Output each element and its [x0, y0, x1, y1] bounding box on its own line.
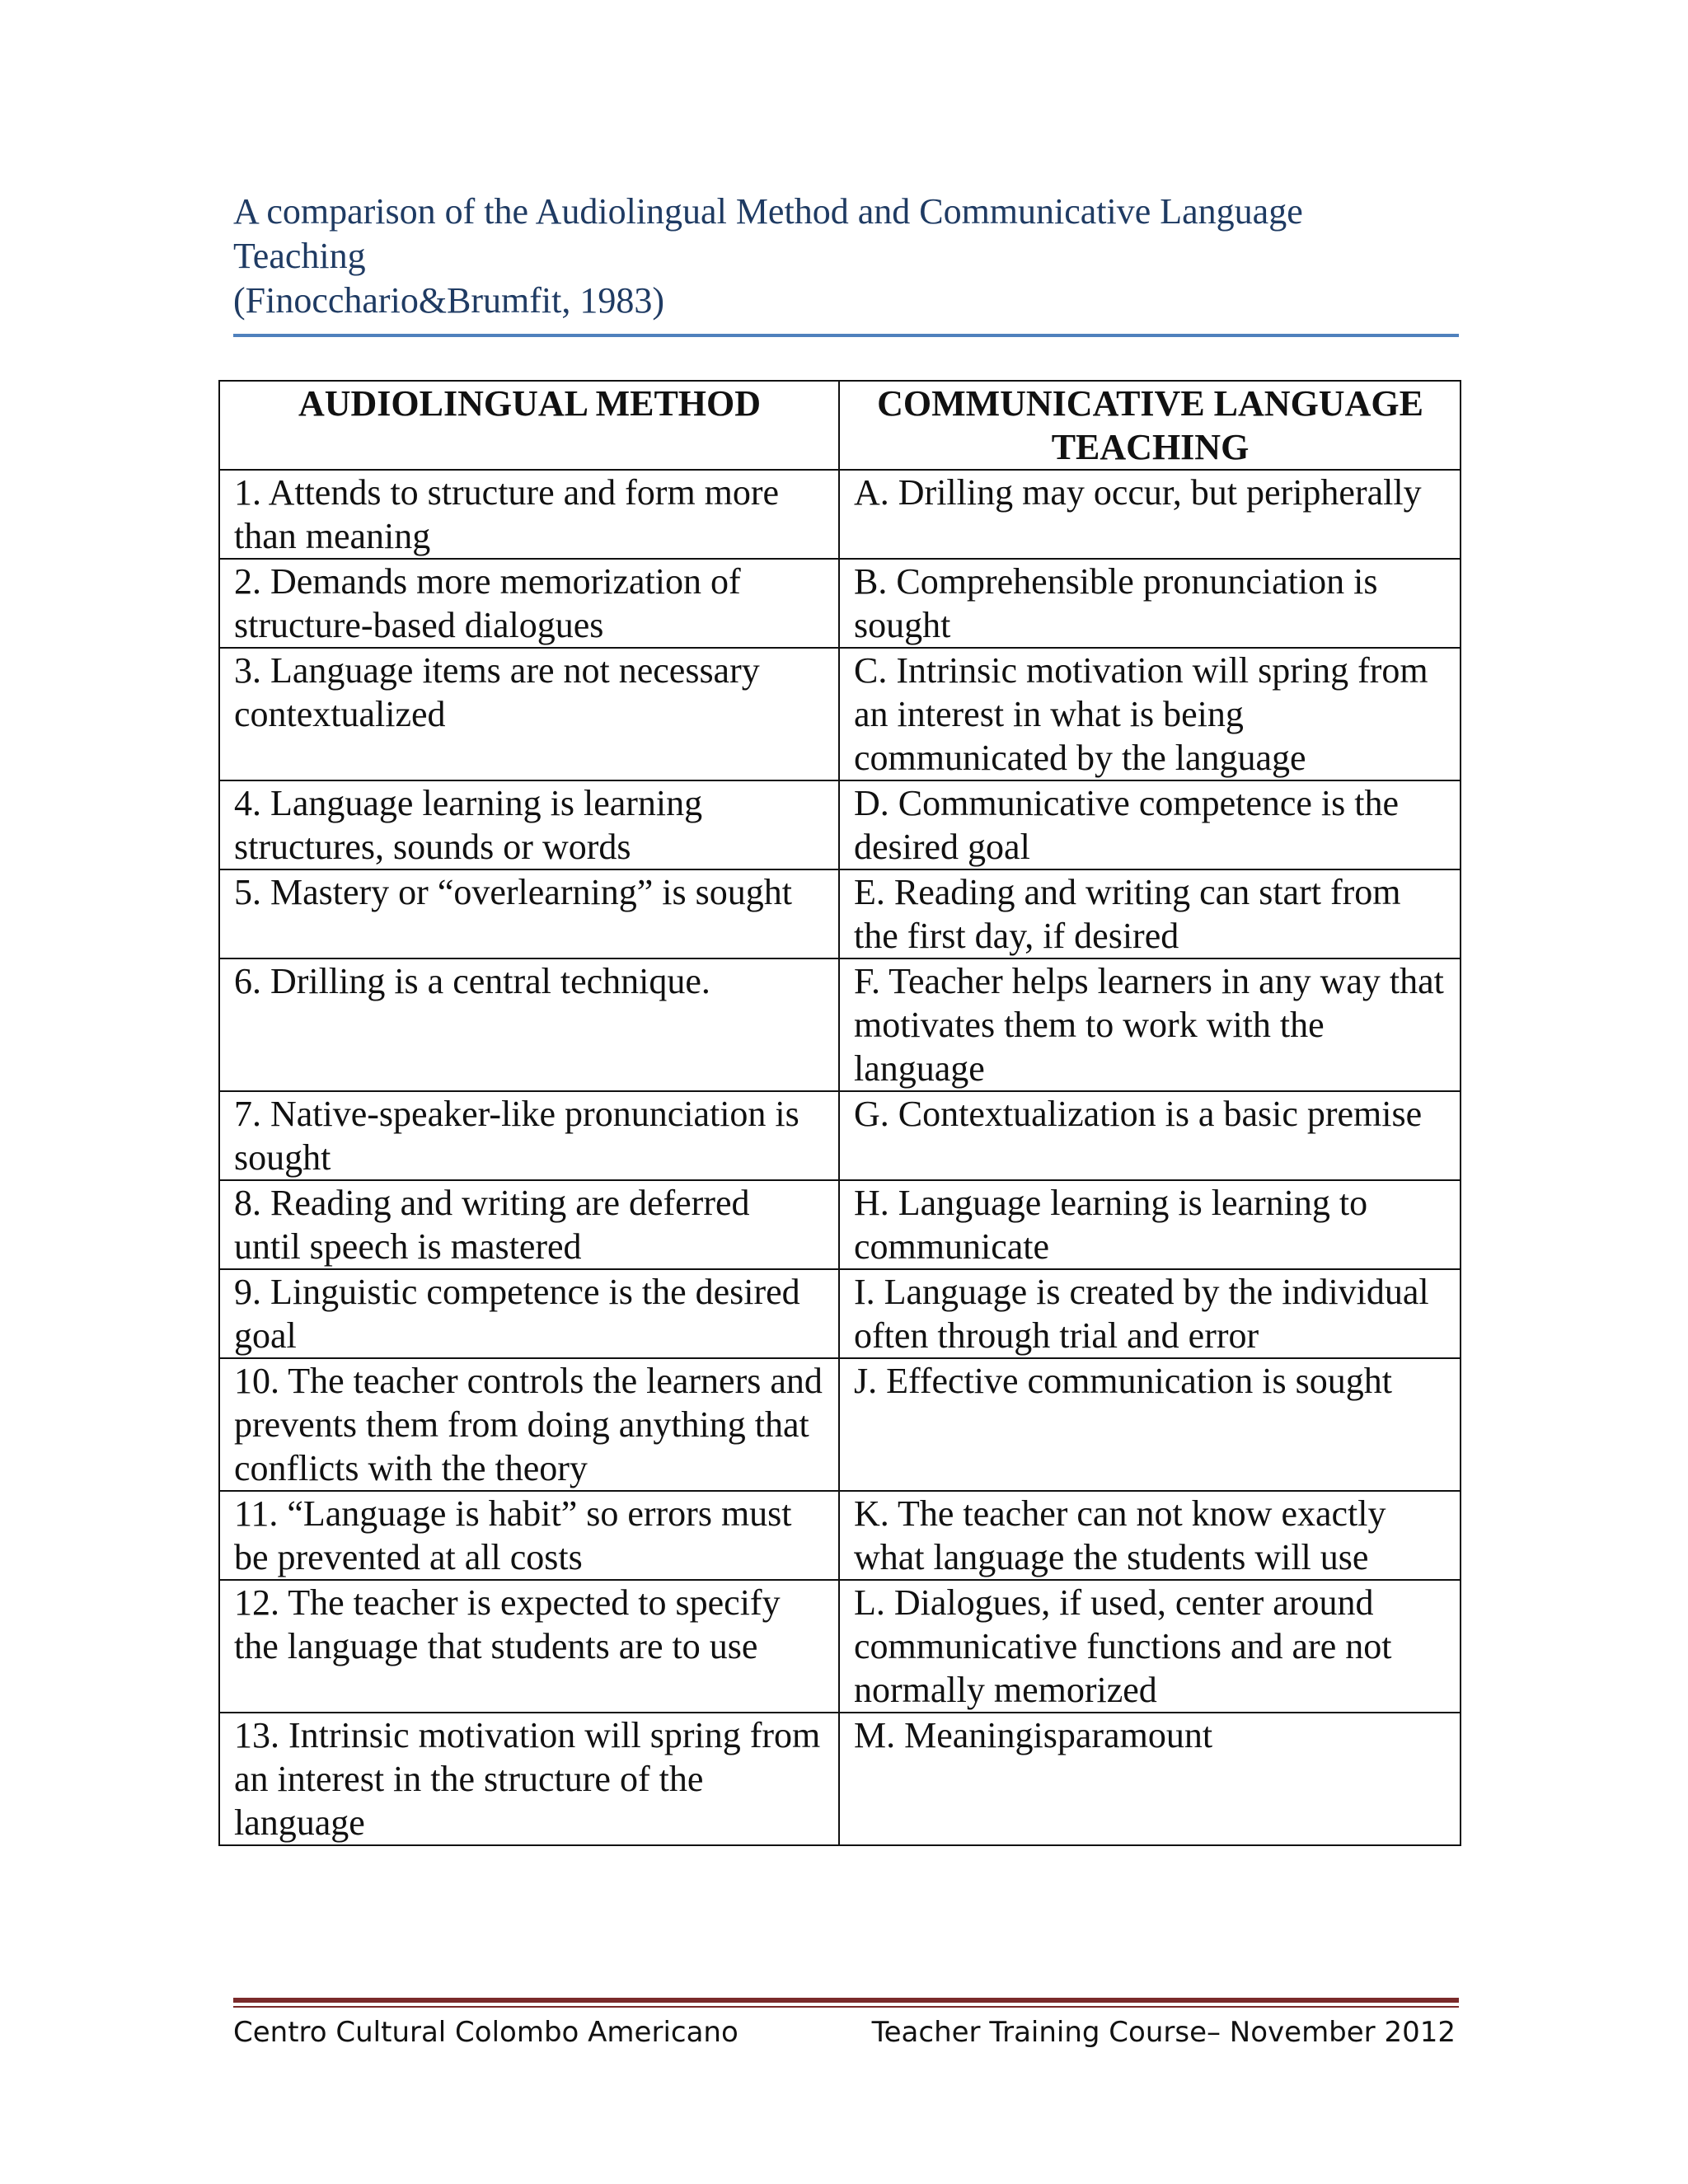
audiolingual-cell: 9. Linguistic competence is the desired goal — [219, 1269, 839, 1358]
communicative-cell: K. The teacher can not know exactly what language the students will use — [839, 1491, 1461, 1580]
table-row — [219, 958, 1461, 1091]
audiolingual-cell: 12. The teacher is expected to specify the language that students are to use — [219, 1580, 839, 1713]
table-row — [219, 869, 1461, 958]
communicative-cell: A. Drilling may occur, but peripherally — [839, 470, 1461, 559]
communicative-cell: G. Contextualization is a basic premise — [839, 1091, 1461, 1180]
communicative-cell: J. Effective communication is sought — [839, 1358, 1461, 1491]
communicative-cell: I. Language is created by the individual often through trial and error — [839, 1269, 1461, 1358]
footer-course: Teacher Training Course– November 2012 — [871, 2016, 1456, 2049]
table-row — [219, 1091, 1461, 1180]
title-line-3: (Finocchario&Brumfit, 1983) — [233, 280, 665, 321]
table-row — [219, 559, 1461, 648]
table-row — [219, 470, 1461, 559]
title-divider — [233, 334, 1459, 337]
document-title — [233, 190, 1457, 323]
footer-divider-thin — [233, 2006, 1459, 2008]
table-row — [219, 1269, 1461, 1358]
audiolingual-cell: 10. The teacher controls the learners and prevents them from doing anything that conflicts with the theory — [219, 1358, 839, 1491]
communicative-cell: B. Comprehensible pronunciation is sought — [839, 559, 1461, 648]
communicative-cell: F. Teacher helps learners in any way that motivates them to work with the language — [839, 958, 1461, 1091]
title-line-2: Teaching — [233, 236, 366, 276]
communicative-cell: E. Reading and writing can start from the first day, if desired — [839, 869, 1461, 958]
footer-institution: Centro Cultural Colombo Americano — [233, 2016, 738, 2049]
table-row — [219, 1358, 1461, 1491]
communicative-cell: H. Language learning is learning to communicate — [839, 1180, 1461, 1269]
audiolingual-cell: 1. Attends to structure and form more than meaning — [219, 470, 839, 559]
table-row — [219, 1713, 1461, 1845]
audiolingual-cell: 2. Demands more memorization of structure-based dialogues — [219, 559, 839, 648]
audiolingual-cell: 7. Native-speaker-like pronunciation is sought — [219, 1091, 839, 1180]
table-row — [219, 1180, 1461, 1269]
table-row — [219, 1580, 1461, 1713]
footer-divider-thick — [233, 1998, 1459, 2003]
audiolingual-cell: 5. Mastery or “overlearning” is sought — [219, 869, 839, 958]
audiolingual-cell: 4. Language learning is learning structures, sounds or words — [219, 780, 839, 869]
table-row — [219, 1491, 1461, 1580]
communicative-cell: L. Dialogues, if used, center around communicative functions and are not normally memorized — [839, 1580, 1461, 1713]
audiolingual-cell: 11. “Language is habit” so errors must be prevented at all costs — [219, 1491, 839, 1580]
header-audiolingual: AUDIOLINGUAL METHOD — [219, 381, 839, 470]
table-row — [219, 780, 1461, 869]
audiolingual-cell: 13. Intrinsic motivation will spring from an interest in the structure of the language — [219, 1713, 839, 1845]
audiolingual-cell: 8. Reading and writing are deferred until speech is mastered — [219, 1180, 839, 1269]
communicative-cell: C. Intrinsic motivation will spring from an interest in what is being communicated by the language — [839, 648, 1461, 780]
audiolingual-cell: 3. Language items are not necessary contextualized — [219, 648, 839, 780]
audiolingual-cell: 6. Drilling is a central technique. — [219, 958, 839, 1091]
communicative-cell: M. Meaningisparamount — [839, 1713, 1461, 1845]
communicative-cell: D. Communicative competence is the desired goal — [839, 780, 1461, 869]
table-row — [219, 648, 1461, 780]
title-line-1: A comparison of the Audiolingual Method and Communicative Language — [233, 191, 1303, 232]
comparison-table — [218, 380, 1461, 1846]
header-communicative: COMMUNICATIVE LANGUAGE TEACHING — [839, 381, 1461, 470]
table-header-row — [219, 381, 1461, 470]
